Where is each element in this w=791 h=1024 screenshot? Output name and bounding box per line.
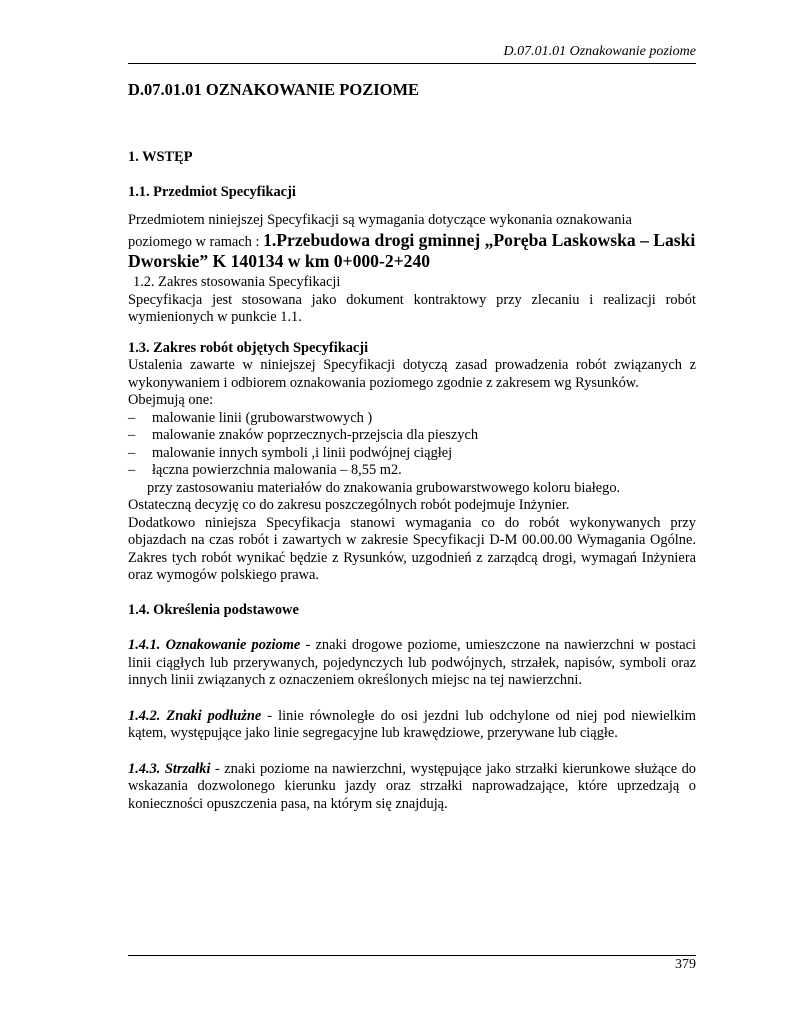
list-item-text: łączna powierzchnia malowania – 8,55 m2. [152,462,402,478]
definition-term: 1.4.3. Strzałki [128,760,211,777]
paragraph-zakres-stosowania: Specyfikacja jest stosowana jako dokument kontraktowy przy zlecaniu i realizacji robót wymienionych w punkcie 1.1. [128,291,696,325]
lead-text: poziomego w ramach : [128,233,264,250]
paragraph-decision: Ostateczną decyzję co do zakresu poszczególnych robót podejmuje Inżynier. [128,497,570,513]
scope-list [128,410,696,480]
section-heading-wstep: 1. WSTĘP [128,149,193,165]
definition-text: - znaki drogowe poziome, umieszczone na nawierzchni w postaci linii ciągłych lub przerywanych, pojedynczych lub podwójnych, strzałek, napisów, symboli oraz innych linii związanych z oznaczeniem określonych miejsc na tej nawierzchni. [128,637,696,688]
dash-bullet: – [128,444,136,461]
list-item-text: malowanie innych symboli ,i linii podwójnej ciągłej [152,444,453,461]
paragraph-przedmiot [128,212,696,271]
dash-bullet: – [128,462,136,478]
running-header: D.07.01.01 Oznakowanie poziome [503,44,696,59]
header-rule [128,63,696,64]
list-item-text: malowanie linii (grubowarstwowych ) [152,409,373,426]
definition-text: - znaki poziome na nawierzchni, występujące jako strzałki kierunkowe służące do wskazania dozwolonego kierunku jazdy oraz strzałki naprowadzające, które uprzedzają o konieczności opuszczenia pasa, na którym się znajdują. [128,760,696,812]
paragraph-line [128,230,696,252]
dash-bullet: – [128,427,136,443]
paragraph-additional: Dodatkowo niniejsza Specyfikacja stanowi wymagania co do robót wykonywanych przy objazdach na czas robót i zawartych w zakresie Specyfikacji D-M 00.00.00 Wymagania Ogólne. Zakres tych robót wynikać będzie z Rysunków, uzgodnień z zarządcą drogi, wymagań Inżyniera oraz wymogów polskiego prawa. [128,514,696,583]
list-item [128,445,696,463]
definition-oznakowanie-poziome [128,637,696,690]
project-location: Dworskie” K 140134 w km 0+000-2+240 [128,251,431,271]
document-body [128,80,696,813]
dash-bullet: – [128,409,136,426]
section-heading-1-3: 1.3. Zakres robót objętych Specyfikacji [128,339,369,356]
paragraph-material: przy zastosowaniu materiałów do znakowania grubowarstwowego koloru białego. [147,479,621,496]
footer-rule [128,955,696,956]
document-title: D.07.01.01 OZNAKOWANIE POZIOME [128,80,420,99]
paragraph-ustalenia: Ustalenia zawarte w niniejszej Specyfikacji dotyczą zasad prowadzenia robót związanych z wykonywaniem i odbiorem oznakowania poziomego zgodnie z zakresem wg Rysunków. [128,357,696,391]
page-number: 379 [675,957,696,972]
paragraph-obejmuja: Obejmują one: [128,392,214,408]
section-heading-1-4: 1.4. Określenia podstawowe [128,601,299,618]
definition-term: 1.4.2. Znaki podłużne [128,707,262,724]
list-item-text: malowanie znaków poprzecznych-przejscia dla pieszych [152,427,479,443]
definition-strzalki [128,761,696,814]
list-item [128,462,696,480]
paragraph-line: Przedmiotem niniejszej Specyfikacji są wymagania dotyczące wykonania oznakowania [128,212,632,228]
list-item [128,427,696,445]
definition-znaki-podluzne [128,708,696,743]
definition-term: 1.4.1. Oznakowanie poziome [128,637,301,653]
section-heading-1-2: 1.2. Zakres stosowania Specyfikacji [133,274,341,290]
project-name: 1.Przebudowa drogi gminnej „Poręba Laskowska – Laski [263,229,696,250]
list-item [128,410,696,428]
definition-text: - linie równoległe do osi jezdni lub odchylone od niej pod niewielkim kątem, występujące jako linie segregacyjne lub krawędziowe, przerywane lub ciągłe. [128,707,696,741]
section-heading-1-1: 1.1. Przedmiot Specyfikacji [128,183,296,200]
